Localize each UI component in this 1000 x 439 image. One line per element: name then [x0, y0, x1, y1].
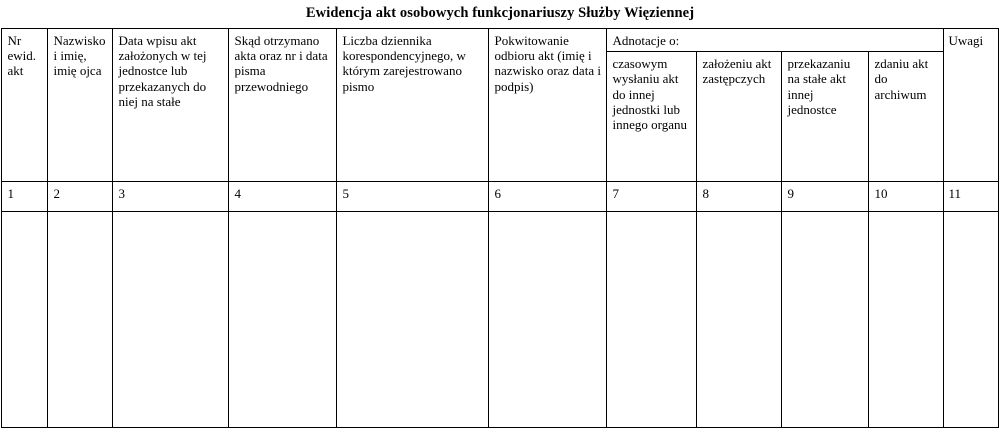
col-header-pokwitowanie-odbioru-akt: Pokwitowanie odbioru akt (imię i nazwisko oraz data i podpis): [489, 29, 607, 182]
col-header-nazwisko-imie-imie-ojca: Nazwisko i imię, imię ojca: [48, 29, 113, 182]
col-number-6: 6: [489, 182, 607, 212]
header-row-top: [2, 29, 998, 52]
cell-skad-otrzymano-akta[interactable]: [229, 212, 337, 428]
cell-nr-ewid-akt[interactable]: [2, 212, 48, 428]
cell-data-wpisu-akt[interactable]: [113, 212, 229, 428]
col-header-skad-otrzymano-akta: Skąd otrzymano akta oraz nr i data pisma przewodniego: [229, 29, 337, 182]
cell-adnotacje-zalozenie-akt-zastepczych[interactable]: [697, 212, 782, 428]
col-number-8: 8: [697, 182, 782, 212]
registry-table: [1, 28, 998, 428]
col-header-adnotacje-przekazanie-na-stale: przekazaniu na stałe akt innej jednostce: [782, 52, 869, 182]
col-header-liczba-dziennika-korespondencyjnego: Liczba dziennika korespondencyjnego, w którym zarejestrowano pismo: [337, 29, 489, 182]
col-header-data-wpisu-akt: Data wpisu akt założonych w tej jednostce lub przekazanych do niej na stałe: [113, 29, 229, 182]
col-number-7: 7: [607, 182, 697, 212]
cell-uwagi[interactable]: [943, 212, 998, 428]
cell-liczba-dziennika-korespondencyjnego[interactable]: [337, 212, 489, 428]
cell-adnotacje-zdanie-do-archiwum[interactable]: [869, 212, 943, 428]
table-row[interactable]: [2, 212, 998, 428]
col-header-adnotacje-zdanie-do-archiwum: zdaniu akt do archiwum: [869, 52, 943, 182]
cell-nazwisko-imie-imie-ojca[interactable]: [48, 212, 113, 428]
cell-pokwitowanie-odbioru-akt[interactable]: [489, 212, 607, 428]
col-number-3: 3: [113, 182, 229, 212]
col-number-10: 10: [869, 182, 943, 212]
col-group-header-adnotacje: Adnotacje o:: [607, 29, 943, 52]
col-number-4: 4: [229, 182, 337, 212]
col-header-nr-ewid-akt: Nr ewid. akt: [2, 29, 48, 182]
cell-adnotacje-czasowe-wyslanie[interactable]: [607, 212, 697, 428]
col-number-2: 2: [48, 182, 113, 212]
column-number-row: [2, 182, 998, 212]
col-number-1: 1: [2, 182, 48, 212]
col-number-5: 5: [337, 182, 489, 212]
cell-adnotacje-przekazanie-na-stale[interactable]: [782, 212, 869, 428]
col-number-11: 11: [943, 182, 998, 212]
col-header-adnotacje-zalozenie-akt-zastepczych: założeniu akt zastępczych: [697, 52, 782, 182]
col-header-adnotacje-czasowe-wyslanie: czasowym wysłaniu akt do innej jednostki lub innego organu: [607, 52, 697, 182]
col-number-9: 9: [782, 182, 869, 212]
col-header-uwagi: Uwagi: [943, 29, 998, 182]
page-title: Ewidencja akt osobowych funkcjonariuszy Służby Więziennej: [305, 5, 695, 21]
